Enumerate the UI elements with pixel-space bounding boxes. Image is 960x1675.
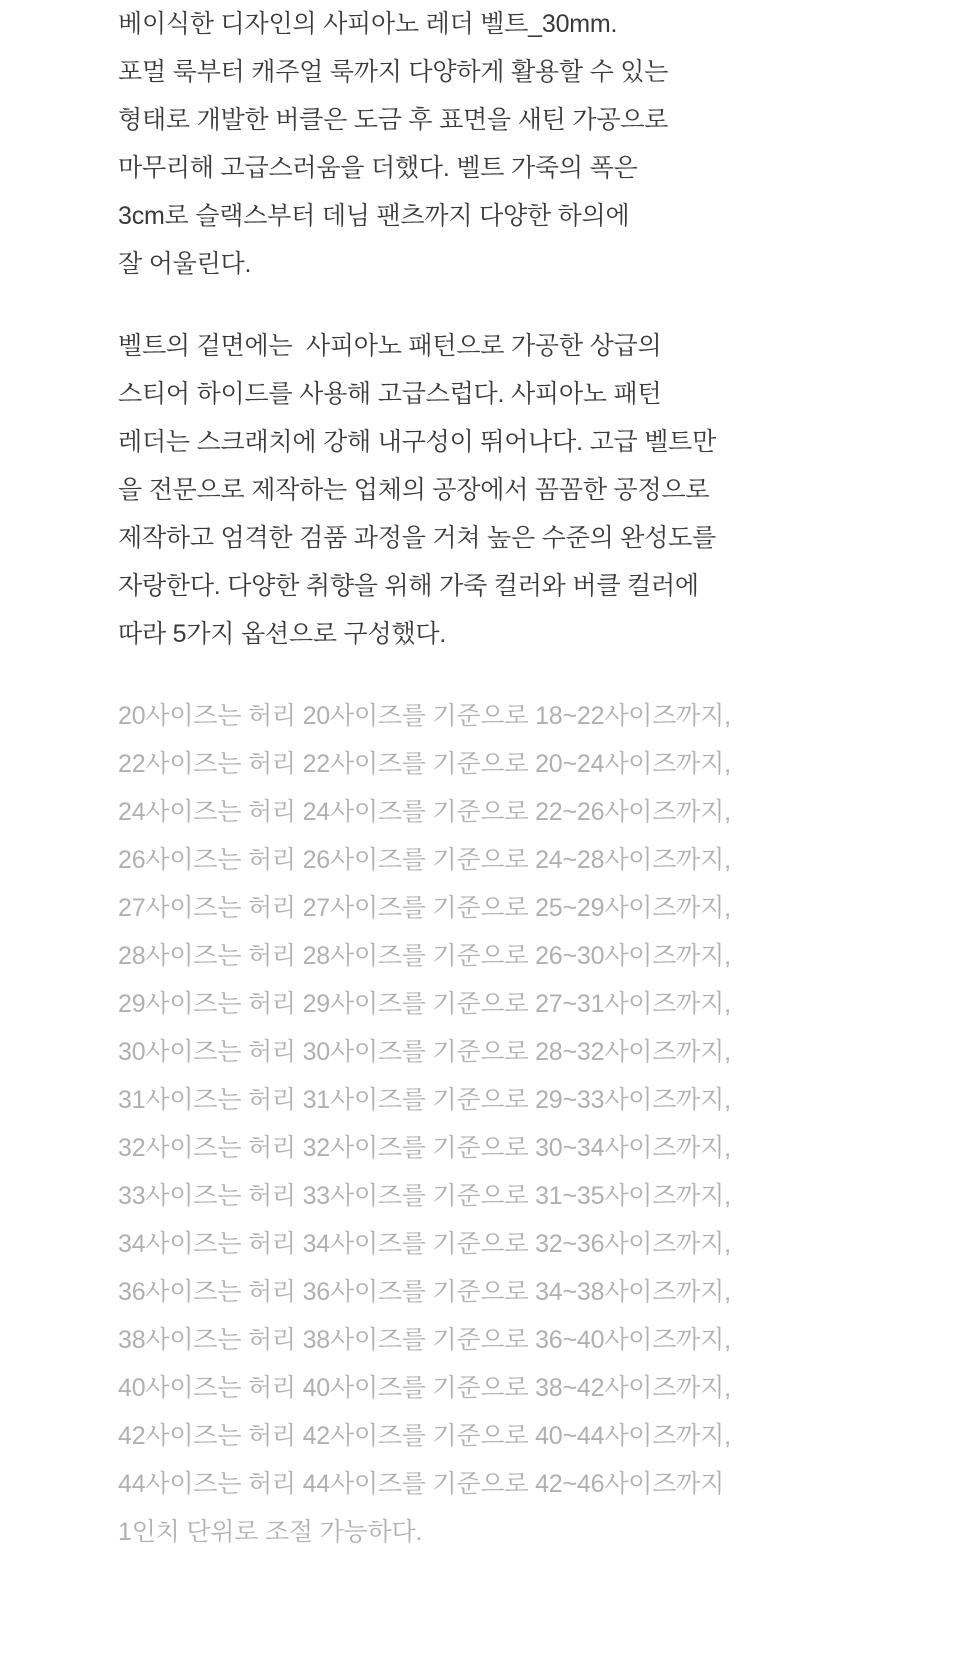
- size-guide-line: 24사이즈는 허리 24사이즈를 기준으로 22~26사이즈까지,: [118, 798, 731, 826]
- size-guide-line: 44사이즈는 허리 44사이즈를 기준으로 42~46사이즈까지: [118, 1470, 725, 1498]
- intro-paragraph-line: 형태로 개발한 버클은 도금 후 표면을 새틴 가공으로: [118, 106, 669, 134]
- size-guide-line: 27사이즈는 허리 27사이즈를 기준으로 25~29사이즈까지,: [118, 894, 731, 922]
- intro-paragraph-line: 잘 어울린다.: [118, 250, 252, 278]
- intro-paragraph-line: 포멀 룩부터 캐주얼 룩까지 다양하게 활용할 수 있는: [118, 58, 669, 86]
- size-guide-line: 26사이즈는 허리 26사이즈를 기준으로 24~28사이즈까지,: [118, 846, 731, 874]
- size-guide-line: 31사이즈는 허리 31사이즈를 기준으로 29~33사이즈까지,: [118, 1086, 731, 1114]
- size-guide-line: 28사이즈는 허리 28사이즈를 기준으로 26~30사이즈까지,: [118, 942, 731, 970]
- material-paragraph-line: 벨트의 겉면에는 사피아노 패턴으로 가공한 상급의: [118, 332, 662, 360]
- size-guide-line: 29사이즈는 허리 29사이즈를 기준으로 27~31사이즈까지,: [118, 990, 731, 1018]
- size-guide-line: 32사이즈는 허리 32사이즈를 기준으로 30~34사이즈까지,: [118, 1134, 731, 1162]
- material-paragraph: [118, 322, 842, 658]
- intro-paragraph-line: 3cm로 슬랙스부터 데님 팬츠까지 다양한 하의에: [118, 202, 630, 230]
- paragraph-spacer: [118, 288, 842, 322]
- size-guide-line: 34사이즈는 허리 34사이즈를 기준으로 32~36사이즈까지,: [118, 1230, 731, 1258]
- material-paragraph-line: 스티어 하이드를 사용해 고급스럽다. 사피아노 패턴: [118, 380, 662, 408]
- material-paragraph-line: 을 전문으로 제작하는 업체의 공장에서 꼼꼼한 공정으로: [118, 476, 710, 504]
- intro-paragraph-line: 마무리해 고급스러움을 더했다. 벨트 가죽의 폭은: [118, 154, 638, 182]
- size-guide-line: 36사이즈는 허리 36사이즈를 기준으로 34~38사이즈까지,: [118, 1278, 731, 1306]
- size-guide-line: 20사이즈는 허리 20사이즈를 기준으로 18~22사이즈까지,: [118, 702, 731, 730]
- size-guide-line: 40사이즈는 허리 40사이즈를 기준으로 38~42사이즈까지,: [118, 1374, 731, 1402]
- size-guide-line: 38사이즈는 허리 38사이즈를 기준으로 36~40사이즈까지,: [118, 1326, 731, 1354]
- material-paragraph-line: 제작하고 엄격한 검품 과정을 거쳐 높은 수준의 완성도를: [118, 524, 717, 552]
- material-paragraph-line: 자랑한다. 다양한 취향을 위해 가죽 컬러와 버클 컬러에: [118, 572, 699, 600]
- size-guide-line: 42사이즈는 허리 42사이즈를 기준으로 40~44사이즈까지,: [118, 1422, 731, 1450]
- paragraph-spacer: [118, 658, 842, 692]
- material-paragraph-line: 따라 5가지 옵션으로 구성했다.: [118, 620, 447, 648]
- intro-paragraph-line: 베이식한 디자인의 사피아노 레더 벨트_30mm.: [118, 10, 618, 38]
- size-guide-line: 33사이즈는 허리 33사이즈를 기준으로 31~35사이즈까지,: [118, 1182, 731, 1210]
- material-paragraph-line: 레더는 스크래치에 강해 내구성이 뛰어나다. 고급 벨트만: [118, 428, 717, 456]
- size-guide-line: 30사이즈는 허리 30사이즈를 기준으로 28~32사이즈까지,: [118, 1038, 731, 1066]
- intro-paragraph: [118, 0, 842, 288]
- size-guide-line: 22사이즈는 허리 22사이즈를 기준으로 20~24사이즈까지,: [118, 750, 731, 778]
- size-guide-line: 1인치 단위로 조절 가능하다.: [118, 1518, 423, 1546]
- size-guide-paragraph: [118, 692, 842, 1556]
